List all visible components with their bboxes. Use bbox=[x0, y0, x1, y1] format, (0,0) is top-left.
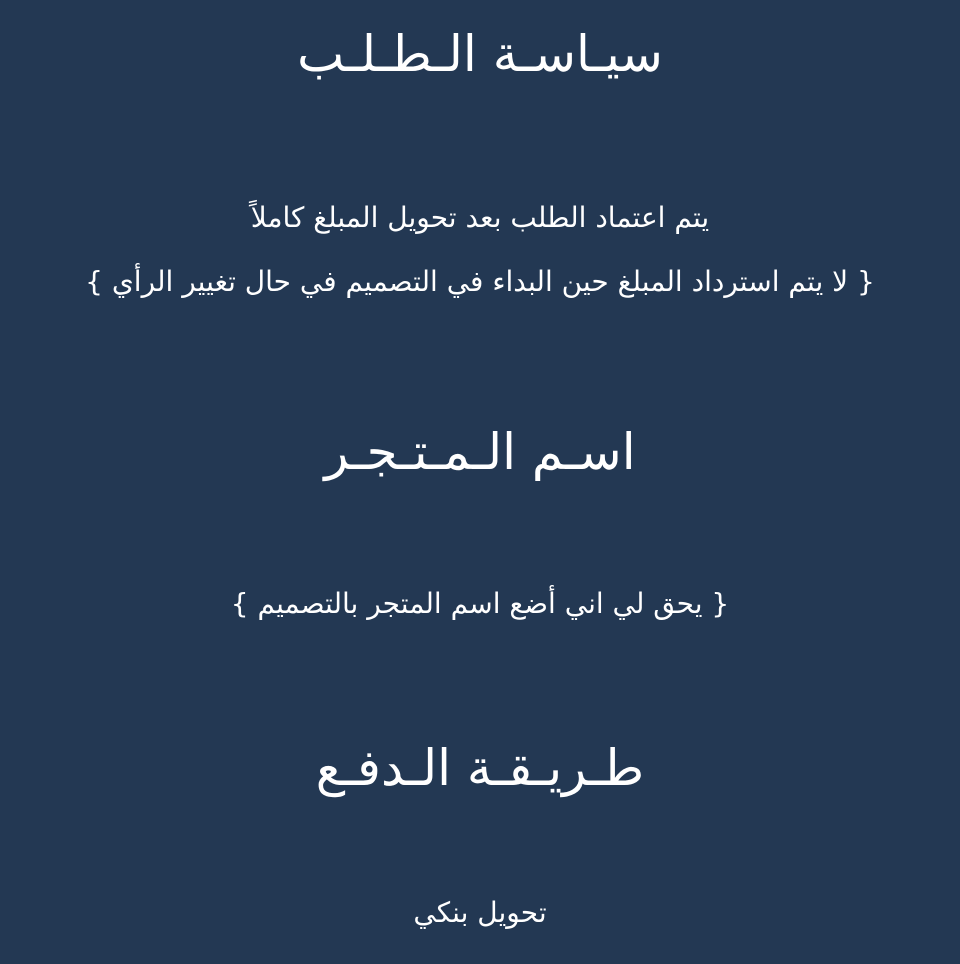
refund-policy-text: { لا يتم استرداد المبلغ حين البداء في التصميم في حال تغيير الرأي } bbox=[85, 265, 875, 298]
bank-transfer-text: تحويل بنكي bbox=[413, 896, 547, 929]
store-name-heading: اسـم الـمـتـجـر bbox=[324, 423, 636, 481]
payment-method-heading: طـريـقـة الـدفـع bbox=[315, 739, 645, 797]
order-approval-text: يتم اعتماد الطلب بعد تحويل المبلغ كاملاً bbox=[250, 201, 710, 234]
order-policy-heading: سيـاسـة الـطـلـب bbox=[297, 25, 663, 83]
store-name-rights-text: { يحق لي اني أضع اسم المتجر بالتصميم } bbox=[230, 587, 730, 620]
